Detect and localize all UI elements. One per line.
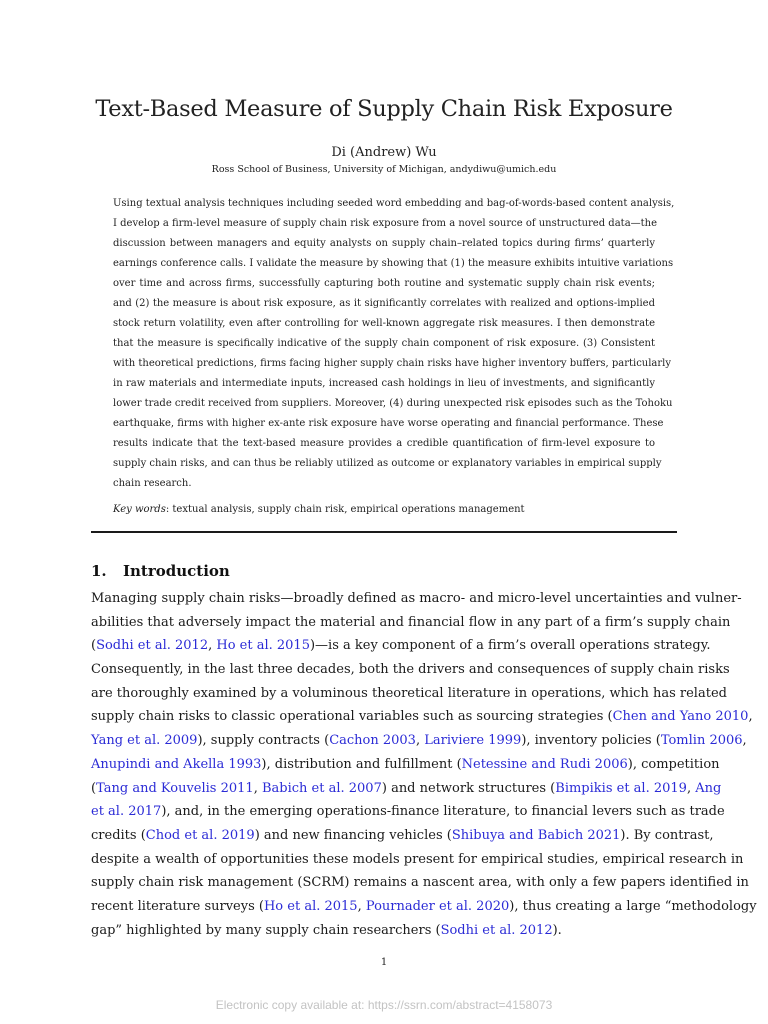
author-name: Di (Andrew) Wu [331, 145, 437, 160]
abstract-line: with theoretical predictions, firms facing higher supply chain risks have higher inventory buffers, particularly [113, 358, 672, 369]
keywords-label: Key words [113, 504, 166, 515]
abstract-line: stock return volatility, even after controlling for well-known aggregate risk measures. I then demonstrate [113, 318, 655, 329]
citation-link[interactable]: Anupindi and Akella 1993 [91, 756, 262, 772]
introduction-body [91, 587, 757, 942]
citation-link[interactable]: Chen and Yano 2010 [612, 709, 749, 725]
body-text: ) and new financing vehicles ( [254, 827, 452, 843]
body-line [91, 705, 753, 729]
body-text: , [415, 733, 425, 749]
body-text: )—is a key component of a firm’s overall operations strategy. [309, 638, 711, 654]
abstract-line: earnings conference calls. I validate the measure by showing that (1) the measure exhibits intuitive variations [113, 258, 674, 269]
body-line [91, 753, 720, 777]
body-text: are thoroughly examined by a voluminous theoretical literature in operations, which has related [91, 685, 727, 701]
keywords-separator: : [165, 504, 173, 515]
body-line [91, 611, 731, 635]
abstract [113, 194, 675, 494]
abstract-line: Using textual analysis techniques including seeded word embedding and bag-of-words-based content analysis, [113, 198, 675, 209]
body-line [91, 658, 730, 682]
body-line [91, 848, 744, 872]
body-text: ) and network structures ( [381, 780, 556, 796]
body-text: , [686, 780, 696, 796]
body-line [91, 777, 722, 801]
body-text: , [742, 733, 747, 749]
citation-link[interactable]: Sodhi et al. 2012 [440, 922, 553, 938]
citation-link[interactable]: Tang and Kouvelis 2011 [96, 780, 254, 796]
body-text: , [253, 780, 262, 796]
citation-link[interactable]: Pournader et al. 2020 [365, 898, 510, 914]
body-line [91, 729, 747, 753]
section-title: Introduction [123, 562, 230, 580]
body-text: ), distribution and fulfillment ( [261, 756, 462, 772]
section-heading [91, 562, 230, 580]
author-affiliation: Ross School of Business, University of Michigan, andydiwu@umich.edu [211, 164, 557, 175]
body-text: supply chain risks to classic operational variables such as sourcing strategies ( [91, 709, 613, 725]
keywords-text: textual analysis, supply chain risk, empirical operations management [172, 504, 525, 515]
section-number: 1. [91, 562, 107, 580]
keywords [113, 501, 655, 519]
body-line [91, 682, 727, 706]
body-text: ), inventory policies ( [521, 733, 661, 749]
body-line [91, 871, 749, 895]
citation-link[interactable]: Ho et al. 2015 [263, 898, 358, 914]
body-text: recent literature surveys ( [91, 898, 264, 914]
body-line [91, 634, 711, 658]
body-text: gap” highlighted by many supply chain researchers ( [91, 922, 441, 938]
body-text: ). By contrast, [620, 827, 714, 843]
citation-link[interactable]: Lariviere 1999 [424, 733, 522, 749]
citation-link[interactable]: Yang et al. 2009 [91, 733, 198, 749]
citation-link[interactable]: Bimpikis et al. 2019 [555, 780, 687, 796]
abstract-line: and (2) the measure is about risk exposure, as it significantly correlates with realized and options-implied [113, 298, 655, 309]
body-text: , [748, 709, 753, 725]
body-line [91, 824, 714, 848]
body-text: ( [91, 638, 97, 654]
citation-link[interactable]: Sodhi et al. 2012 [96, 638, 209, 654]
body-text: , [357, 898, 366, 914]
horizontal-rule [91, 531, 677, 533]
citation-link[interactable]: Chod et al. 2019 [145, 827, 255, 843]
citation-link[interactable]: Ho et al. 2015 [216, 638, 310, 654]
page-number: 1 [380, 957, 388, 968]
body-text: abilities that adversely impact the material and financial flow in any part of a firm’s supply chain [91, 614, 731, 630]
abstract-line: supply chain risks, and can thus be reliably utilized as outcome or explanatory variables in empirical supply [113, 458, 662, 469]
body-text: ). [552, 922, 562, 938]
paper-title: Text-Based Measure of Supply Chain Risk Exposure [95, 96, 673, 122]
citation-link[interactable]: Cachon 2003 [329, 733, 416, 749]
body-text: , [208, 638, 217, 654]
body-line [91, 895, 757, 919]
abstract-line: over time and across firms, successfully capturing both routine and systematic supply chain risk events; [113, 278, 655, 289]
abstract-line: lower trade credit received from suppliers. Moreover, (4) during unexpected risk episodes such as the Tohoku [113, 398, 673, 409]
body-text: ), competition [627, 756, 720, 772]
body-text: ( [91, 780, 97, 796]
abstract-line: results indicate that the text-based measure provides a credible quantification of firm-level exposure to [113, 438, 655, 449]
body-text: Managing supply chain risks—broadly defined as macro- and micro-level uncertainties and vulner- [91, 591, 742, 606]
citation-link[interactable]: Shibuya and Babich 2021 [451, 827, 621, 843]
body-text: credits ( [91, 827, 146, 843]
body-line [91, 919, 677, 943]
citation-link[interactable]: Tomlin 2006 [660, 733, 743, 749]
abstract-line: earthquake, firms with higher ex-ante risk exposure have worse operating and financial performance. These [113, 418, 664, 429]
body-text: Consequently, in the last three decades, both the drivers and consequences of supply chain risks [91, 662, 730, 678]
body-text: ), thus creating a large “methodology [509, 898, 757, 914]
citation-link[interactable]: Ang [695, 780, 722, 796]
abstract-line: that the measure is specifically indicative of the supply chain component of risk exposure. (3) Consistent [113, 338, 655, 349]
body-line [91, 587, 742, 611]
abstract-line: discussion between managers and equity analysts on supply chain–related topics during firms’ quarterly [113, 238, 655, 249]
abstract-line: chain research. [113, 478, 192, 489]
body-line [91, 800, 725, 824]
body-text: ), and, in the emerging operations-finance literature, to financial levers such as trade [161, 804, 725, 820]
citation-link[interactable]: et al. 2017 [91, 804, 162, 820]
body-text: despite a wealth of opportunities these models present for empirical studies, empirical research in [91, 851, 744, 867]
citation-link[interactable]: Babich et al. 2007 [261, 780, 382, 796]
citation-link[interactable]: Netessine and Rudi 2006 [461, 756, 628, 772]
ssrn-footer: Electronic copy available at: https://ssrn.com/abstract=4158073 [215, 998, 553, 1012]
abstract-line: I develop a firm-level measure of supply chain risk exposure from a novel source of unstructured data—the [113, 218, 658, 229]
body-text: supply chain risk management (SCRM) remains a nascent area, with only a few papers identified in [91, 875, 749, 891]
abstract-line: in raw materials and intermediate inputs, increased cash holdings in lieu of investments, and significantly [113, 378, 655, 389]
body-text: ), supply contracts ( [197, 733, 330, 749]
